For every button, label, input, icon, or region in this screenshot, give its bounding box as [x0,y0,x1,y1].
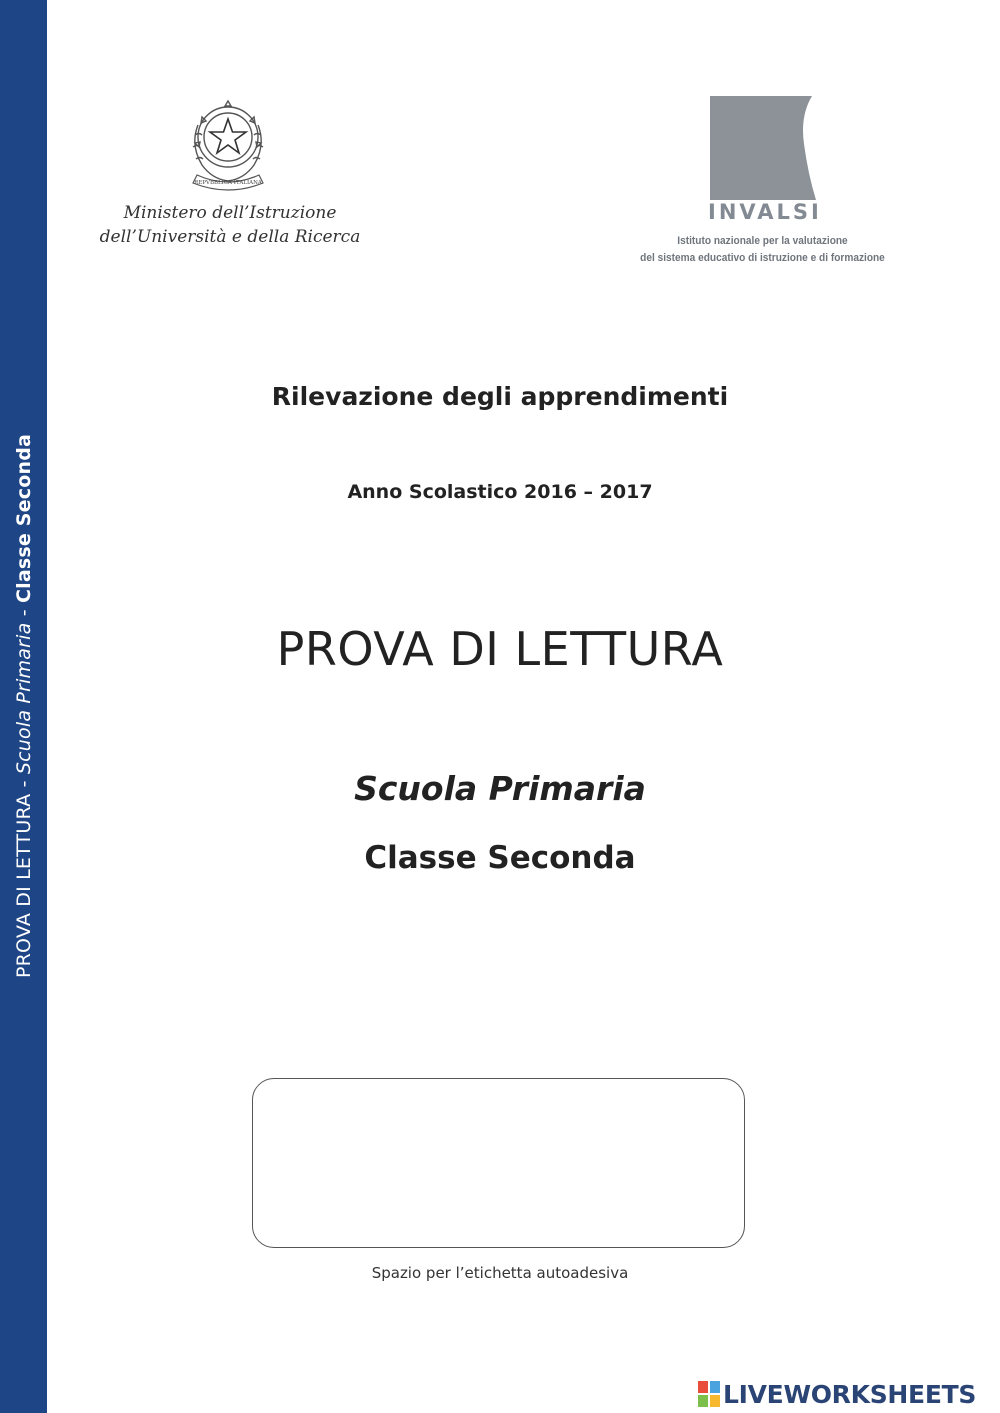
sticker-label-box [252,1078,745,1248]
liveworksheets-text: LIVEWORKSHEETS [723,1379,977,1409]
invalsi-description [636,233,889,267]
side-bar-title-part3: - [13,603,35,623]
side-bar-title-part4: Classe Seconda [13,433,35,603]
side-bar-title [13,434,35,978]
invalsi-name: INVALSI [708,200,822,224]
class-level: Classe Seconda [364,840,636,876]
invalsi-desc-line1: Istituto nazionale per la valutazione [677,235,848,247]
school-year: Anno Scolastico 2016 – 2017 [347,481,653,503]
side-bar-title-part1: PROVA DI LETTURA - [13,774,35,979]
italian-republic-emblem-icon [183,95,273,195]
survey-title: Rilevazione degli apprendimenti [271,382,729,411]
emblem-ribbon-text: REPVBBLICA ITALIANA [194,180,262,186]
sticker-label-caption: Spazio per l’etichetta autoadesiva [371,1264,629,1282]
test-title: PROVA DI LETTURA [276,622,724,676]
ministero-line1: Ministero dell’Istruzione [123,203,337,223]
side-bar [0,0,47,1413]
invalsi-desc-line2: del sistema educativo di istruzione e di formazione [640,252,885,264]
ministero-name [90,201,370,249]
ministero-line2: dell’Università e della Ricerca [99,227,361,247]
liveworksheets-watermark[interactable] [698,1378,976,1410]
school-level: Scuola Primaria [354,769,646,808]
side-bar-title-part2: Scuola Primaria [13,622,35,775]
liveworksheets-logo-icon [698,1381,720,1407]
invalsi-flag-icon [708,96,816,200]
